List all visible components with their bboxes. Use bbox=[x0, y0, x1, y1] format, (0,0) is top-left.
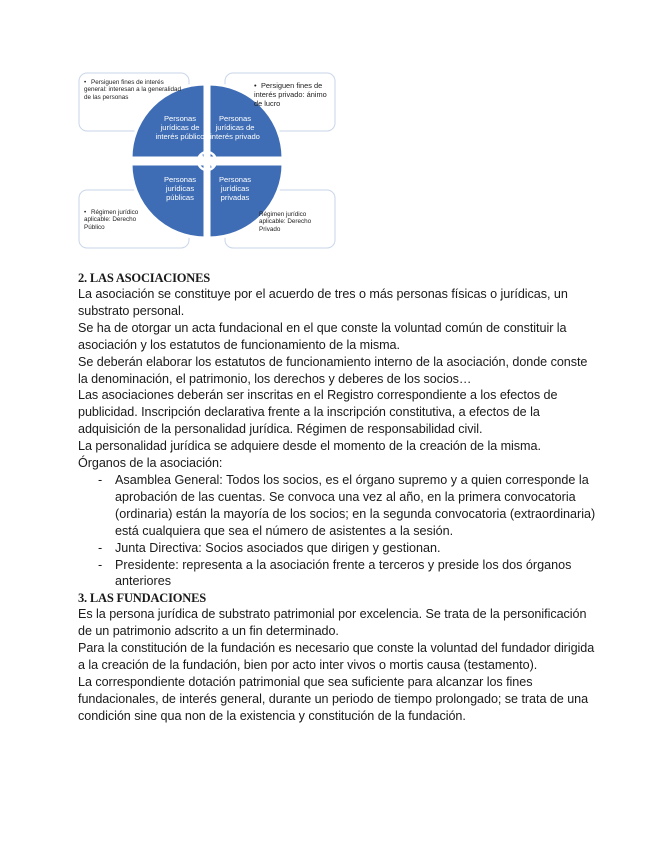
note-top-right: • Persiguen fines de interés privado: ánimo de lucro bbox=[254, 81, 327, 108]
paragraph: La asociación se constituye por el acuerdo de tres o más personas físicas o jurídicas, un substrato personal. bbox=[78, 287, 568, 318]
quadrant-label-public: Personas jurídicas públicas bbox=[163, 175, 197, 202]
note-bottom-right bbox=[259, 211, 329, 233]
note-bottom-left-text: Régimen jurídico aplicable: Derecho Público bbox=[84, 209, 139, 231]
list-item: - Asamblea General: Todos los socios, es el órgano supremo y a quien corresponde la aprobación de las cuentas. Se convoca una vez al año, en la primera convocatoria (ordinaria) están la mayoría de los socios; en la segunda convocatoria (extraordinaria) está cualquiera que sea el número de asistentes a la sesión. bbox=[98, 472, 598, 540]
note-top-left-text: Persiguen fines de interés general: interesan a la generalidad de las personas bbox=[84, 79, 181, 101]
list-item: - Junta Directiva: Socios asociados que dirigen y gestionan. bbox=[98, 540, 598, 557]
quadrant-label-public-interest: Personas jurídicas de interés público bbox=[155, 114, 205, 141]
quadrant-label-private-interest: Personas jurídicas de interés privado bbox=[210, 114, 260, 141]
section-heading-fundaciones: 3. LAS FUNDACIONES bbox=[78, 591, 207, 606]
list-item: - Presidente: representa a la asociación frente a terceros y preside los dos órganos anteriores bbox=[98, 557, 598, 591]
note-bottom-left: • Régimen jurídico aplicable: Derecho Público bbox=[84, 209, 139, 231]
paragraph: Se ha de otorgar un acta fundacional en el que conste la voluntad común de constituir la asociación y los estatutos de funcionamiento de la misma. bbox=[78, 320, 567, 352]
legal-entities-diagram bbox=[78, 72, 336, 250]
note-top-right-text: Persiguen fines de interés privado: ánimo de lucro bbox=[254, 81, 327, 108]
organs-list bbox=[78, 472, 598, 590]
note-bottom-right-text: Régimen jurídico aplicable: Derecho Privado bbox=[259, 211, 312, 233]
paragraph: Para la constitución de la fundación es necesario que conste la voluntad del fundador dirigida a la creación de la fundación, bien por acto inter vivos o mortis causa (testamento). bbox=[78, 641, 595, 673]
paragraph: Órganos de la asociación: bbox=[78, 456, 223, 471]
paragraph: Las asociaciones deberán ser inscritas en el Registro correspondiente a los efectos de publicidad. Inscripción declarativa frente a la inscripción constitutiva, a efectos de la adquisición de la personalidad jurídica. Régimen de responsabilidad civil. bbox=[78, 388, 558, 437]
paragraph: Se deberán elaborar los estatutos de funcionamiento interno de la asociación, donde conste la denominación, el patrimonio, los derechos y deberes de los socios… bbox=[78, 354, 588, 386]
section-heading-asociaciones: 2. LAS ASOCIACIONES bbox=[78, 271, 211, 285]
paragraph: Es la persona jurídica de substrato patrimonial por excelencia. Se trata de la personificación de un patrimonio adscrito a un fin determinado. bbox=[78, 607, 587, 639]
document-body bbox=[78, 270, 598, 725]
paragraph: La correspondiente dotación patrimonial que sea suficiente para alcanzar los fines fundacionales, de interés general, durante un periodo de tiempo prolongado; se trata de una condición sine qua non de la existencia y constitución de la fundación. bbox=[78, 674, 589, 723]
quadrant-label-private: Personas jurídicas privadas bbox=[218, 175, 252, 202]
paragraph: La personalidad jurídica se adquiere desde el momento de la creación de la misma. bbox=[78, 439, 541, 454]
note-top-left: • Persiguen fines de interés general: interesan a la generalidad de las personas bbox=[84, 79, 181, 101]
